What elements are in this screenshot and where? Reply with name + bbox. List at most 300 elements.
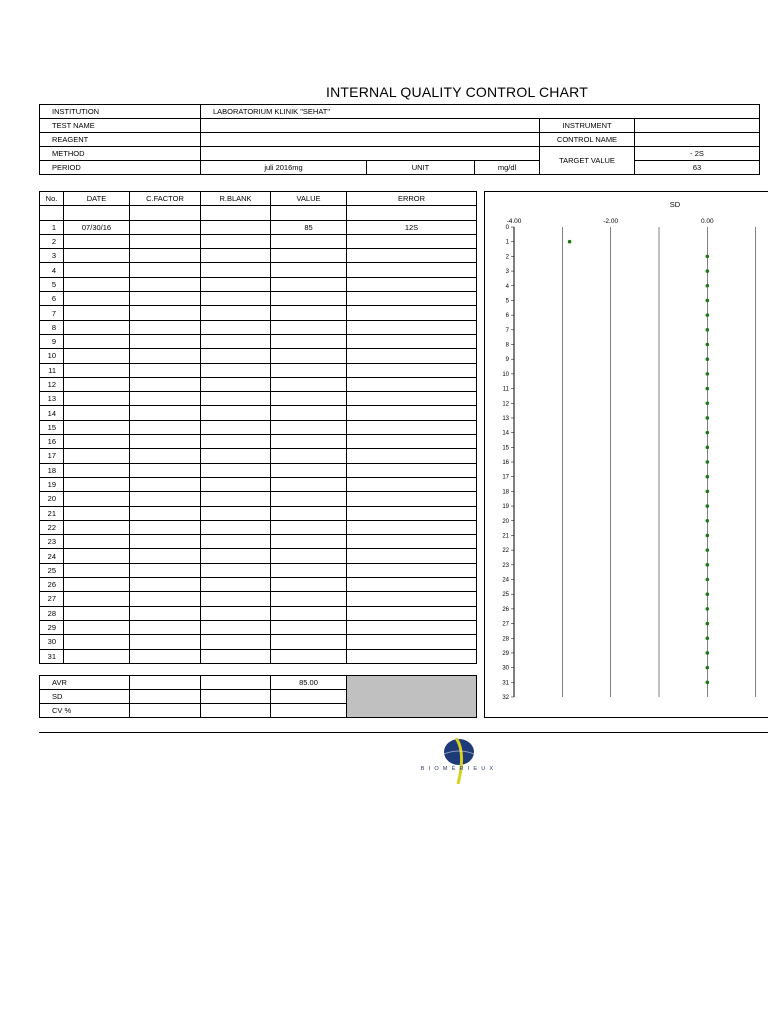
row-rblank bbox=[201, 563, 271, 577]
row-value bbox=[271, 649, 347, 663]
table-row bbox=[40, 377, 477, 391]
row-cfactor bbox=[130, 463, 201, 477]
y-tick-label: 23 bbox=[502, 562, 509, 569]
data-point bbox=[706, 431, 710, 435]
row-no: 18 bbox=[40, 463, 64, 477]
row-value bbox=[271, 506, 347, 520]
row-date bbox=[64, 492, 130, 506]
row-error bbox=[347, 349, 477, 363]
row-error bbox=[347, 292, 477, 306]
y-tick-label: 4 bbox=[505, 283, 509, 290]
row-no: 6 bbox=[40, 292, 64, 306]
row-cfactor bbox=[130, 292, 201, 306]
row-no: 9 bbox=[40, 334, 64, 348]
row-value bbox=[271, 435, 347, 449]
row-no: 4 bbox=[40, 263, 64, 277]
y-tick-label: 16 bbox=[502, 460, 509, 466]
table-row bbox=[40, 306, 477, 320]
row-no: 26 bbox=[40, 578, 64, 592]
col-error-header: ERROR bbox=[347, 192, 477, 206]
row-cfactor bbox=[130, 263, 201, 277]
y-tick-label: 12 bbox=[502, 401, 509, 408]
table-row bbox=[40, 606, 477, 620]
row-rblank bbox=[201, 392, 271, 406]
table-row bbox=[40, 563, 477, 577]
row-error bbox=[347, 263, 477, 277]
row-cfactor bbox=[130, 320, 201, 334]
header-info-table bbox=[39, 104, 760, 175]
y-tick-label: 24 bbox=[502, 577, 509, 584]
row-date bbox=[64, 606, 130, 620]
col-no-header: No. bbox=[40, 192, 64, 206]
row-cfactor bbox=[130, 649, 201, 663]
y-tick-label: 26 bbox=[502, 606, 509, 613]
table-row bbox=[40, 549, 477, 563]
row-value bbox=[271, 363, 347, 377]
row-cfactor bbox=[130, 449, 201, 463]
y-tick-label: 21 bbox=[502, 533, 509, 540]
row-value bbox=[271, 477, 347, 491]
row-date bbox=[64, 392, 130, 406]
y-tick-label: 32 bbox=[502, 695, 509, 701]
row-value bbox=[271, 492, 347, 506]
data-point bbox=[706, 622, 710, 626]
row-no: 7 bbox=[40, 306, 64, 320]
row-error bbox=[347, 649, 477, 663]
row-rblank bbox=[201, 463, 271, 477]
row-date bbox=[64, 435, 130, 449]
row-error bbox=[347, 377, 477, 391]
sd-chart-svg bbox=[485, 192, 768, 717]
row-error bbox=[347, 435, 477, 449]
row-rblank bbox=[201, 549, 271, 563]
row-value: 85 bbox=[271, 220, 347, 234]
y-tick-label: 5 bbox=[505, 298, 509, 305]
row-rblank bbox=[201, 249, 271, 263]
table-row bbox=[40, 277, 477, 291]
avr-label: AVR bbox=[40, 676, 130, 690]
row-no: 28 bbox=[40, 606, 64, 620]
col-cfactor-header: C.FACTOR bbox=[130, 192, 201, 206]
table-row bbox=[40, 463, 477, 477]
row-rblank bbox=[201, 263, 271, 277]
table-row bbox=[40, 520, 477, 534]
row-date bbox=[64, 420, 130, 434]
data-point bbox=[706, 284, 710, 288]
row-no: 27 bbox=[40, 592, 64, 606]
row-error bbox=[347, 277, 477, 291]
reagent-label: REAGENT bbox=[40, 133, 201, 147]
data-point bbox=[706, 446, 710, 450]
row-error bbox=[347, 249, 477, 263]
table-row bbox=[40, 620, 477, 634]
table-row bbox=[40, 234, 477, 248]
row-date: 07/30/16 bbox=[64, 220, 130, 234]
cv-label: CV % bbox=[40, 704, 130, 718]
row-error bbox=[347, 234, 477, 248]
row-date bbox=[64, 520, 130, 534]
row-rblank bbox=[201, 277, 271, 291]
row-cfactor bbox=[130, 492, 201, 506]
data-point bbox=[706, 328, 710, 332]
y-tick-label: 30 bbox=[502, 665, 509, 672]
row-rblank bbox=[201, 406, 271, 420]
row-rblank bbox=[201, 606, 271, 620]
row-rblank bbox=[201, 234, 271, 248]
data-point bbox=[706, 460, 710, 464]
logo-globe-icon bbox=[404, 738, 514, 784]
sd-chart bbox=[484, 191, 768, 718]
row-cfactor bbox=[130, 563, 201, 577]
data-point bbox=[706, 490, 710, 494]
row-value bbox=[271, 377, 347, 391]
data-point bbox=[706, 255, 710, 259]
row-value bbox=[271, 606, 347, 620]
row-date bbox=[64, 406, 130, 420]
table-row bbox=[40, 592, 477, 606]
row-no: 10 bbox=[40, 349, 64, 363]
row-rblank bbox=[201, 635, 271, 649]
row-value bbox=[271, 635, 347, 649]
target-value: 63 bbox=[635, 161, 760, 175]
row-cfactor bbox=[130, 406, 201, 420]
row-no: 12 bbox=[40, 377, 64, 391]
row-error bbox=[347, 606, 477, 620]
row-no: 19 bbox=[40, 477, 64, 491]
sd-value bbox=[271, 690, 347, 704]
row-value bbox=[271, 263, 347, 277]
row-error bbox=[347, 506, 477, 520]
data-point bbox=[706, 592, 710, 596]
row-rblank bbox=[201, 334, 271, 348]
row-date bbox=[64, 349, 130, 363]
row-date bbox=[64, 635, 130, 649]
data-point bbox=[706, 681, 710, 685]
table-row bbox=[40, 649, 477, 663]
control-name-value bbox=[635, 133, 760, 147]
col-rblank-header: R.BLANK bbox=[201, 192, 271, 206]
test-name-label: TEST NAME bbox=[40, 119, 201, 133]
row-no: 11 bbox=[40, 363, 64, 377]
row-no: 16 bbox=[40, 435, 64, 449]
data-point bbox=[706, 519, 710, 523]
row-no: 1 bbox=[40, 220, 64, 234]
y-tick-label: 6 bbox=[505, 313, 509, 320]
method-value bbox=[201, 147, 540, 161]
row-rblank bbox=[201, 435, 271, 449]
data-point bbox=[706, 651, 710, 655]
test-name-value bbox=[201, 119, 540, 133]
row-value bbox=[271, 549, 347, 563]
chart-title: SD bbox=[669, 200, 681, 209]
row-date bbox=[64, 620, 130, 634]
row-rblank bbox=[201, 492, 271, 506]
row-cfactor bbox=[130, 420, 201, 434]
data-point bbox=[706, 387, 710, 391]
row-rblank bbox=[201, 649, 271, 663]
instrument-value bbox=[635, 119, 760, 133]
row-error bbox=[347, 406, 477, 420]
row-date bbox=[64, 334, 130, 348]
row-cfactor bbox=[130, 220, 201, 234]
row-rblank bbox=[201, 449, 271, 463]
unit-value: mg/dl bbox=[475, 161, 540, 175]
y-tick-label: 11 bbox=[502, 386, 509, 393]
row-date bbox=[64, 535, 130, 549]
row-cfactor bbox=[130, 506, 201, 520]
data-point bbox=[706, 548, 710, 552]
data-point bbox=[706, 401, 710, 405]
data-point bbox=[706, 475, 710, 479]
row-date bbox=[64, 377, 130, 391]
y-tick-label: 1 bbox=[505, 239, 509, 246]
table-row bbox=[40, 349, 477, 363]
y-tick-label: 29 bbox=[502, 650, 509, 657]
y-tick-label: 28 bbox=[502, 636, 509, 643]
y-tick-label: 22 bbox=[502, 548, 509, 555]
data-point bbox=[706, 299, 710, 303]
row-cfactor bbox=[130, 549, 201, 563]
summary-table bbox=[39, 675, 477, 718]
row-error bbox=[347, 477, 477, 491]
row-error bbox=[347, 563, 477, 577]
data-point bbox=[568, 240, 572, 244]
table-row bbox=[40, 492, 477, 506]
row-rblank bbox=[201, 506, 271, 520]
x-tick-label: -2.00 bbox=[603, 218, 619, 225]
footer-divider bbox=[39, 732, 768, 733]
table-row bbox=[40, 220, 477, 234]
row-value bbox=[271, 463, 347, 477]
row-error bbox=[347, 320, 477, 334]
row-value bbox=[271, 449, 347, 463]
row-no: 3 bbox=[40, 249, 64, 263]
y-tick-label: 7 bbox=[505, 327, 509, 334]
row-error bbox=[347, 420, 477, 434]
x-tick-label: -4.00 bbox=[506, 218, 522, 225]
row-rblank bbox=[201, 292, 271, 306]
row-cfactor bbox=[130, 306, 201, 320]
y-tick-label: 31 bbox=[502, 680, 509, 687]
row-cfactor bbox=[130, 477, 201, 491]
control-name-label: CONTROL NAME bbox=[540, 133, 635, 147]
row-no: 22 bbox=[40, 520, 64, 534]
row-error bbox=[347, 620, 477, 634]
row-rblank bbox=[201, 477, 271, 491]
y-tick-label: 3 bbox=[505, 269, 509, 276]
row-value bbox=[271, 592, 347, 606]
row-error bbox=[347, 535, 477, 549]
row-no: 21 bbox=[40, 506, 64, 520]
table-row bbox=[40, 435, 477, 449]
row-no: 17 bbox=[40, 449, 64, 463]
row-rblank bbox=[201, 377, 271, 391]
row-date bbox=[64, 506, 130, 520]
row-no: 14 bbox=[40, 406, 64, 420]
y-tick-label: 25 bbox=[502, 592, 509, 599]
y-tick-label: 27 bbox=[502, 621, 509, 628]
table-row bbox=[40, 578, 477, 592]
row-value bbox=[271, 349, 347, 363]
y-tick-label: 13 bbox=[502, 415, 509, 422]
row-no: 31 bbox=[40, 649, 64, 663]
table-row bbox=[40, 249, 477, 263]
row-cfactor bbox=[130, 363, 201, 377]
row-rblank bbox=[201, 349, 271, 363]
row-value bbox=[271, 392, 347, 406]
target-value-label: TARGET VALUE bbox=[540, 147, 635, 175]
table-row bbox=[40, 449, 477, 463]
row-date bbox=[64, 592, 130, 606]
y-tick-label: 20 bbox=[502, 518, 509, 525]
row-no: 5 bbox=[40, 277, 64, 291]
data-point bbox=[706, 504, 710, 508]
summary-grey-block bbox=[347, 676, 477, 718]
institution-label: INSTITUTION bbox=[40, 105, 201, 119]
row-cfactor bbox=[130, 277, 201, 291]
y-tick-label: 18 bbox=[502, 489, 509, 496]
row-date bbox=[64, 578, 130, 592]
row-error bbox=[347, 549, 477, 563]
y-tick-label: 2 bbox=[505, 254, 509, 261]
table-row bbox=[40, 263, 477, 277]
table-row bbox=[40, 363, 477, 377]
row-rblank bbox=[201, 578, 271, 592]
row-date bbox=[64, 363, 130, 377]
blank-row bbox=[40, 206, 477, 220]
sd-label: SD bbox=[40, 690, 130, 704]
y-tick-label: 8 bbox=[505, 342, 509, 349]
row-rblank bbox=[201, 420, 271, 434]
y-tick-label: 0 bbox=[505, 225, 509, 231]
page-title: INTERNAL QUALITY CONTROL CHART bbox=[326, 84, 588, 100]
row-error bbox=[347, 392, 477, 406]
row-cfactor bbox=[130, 520, 201, 534]
row-value bbox=[271, 320, 347, 334]
row-no: 13 bbox=[40, 392, 64, 406]
data-point bbox=[706, 357, 710, 361]
row-cfactor bbox=[130, 349, 201, 363]
y-tick-label: 17 bbox=[502, 474, 509, 481]
table-row bbox=[40, 506, 477, 520]
data-point bbox=[706, 372, 710, 376]
logo-text: BIOMÉRIEUX bbox=[420, 766, 498, 772]
row-value bbox=[271, 620, 347, 634]
row-value bbox=[271, 406, 347, 420]
row-no: 30 bbox=[40, 635, 64, 649]
table-row bbox=[40, 635, 477, 649]
row-date bbox=[64, 463, 130, 477]
row-cfactor bbox=[130, 578, 201, 592]
row-cfactor bbox=[130, 334, 201, 348]
data-point bbox=[706, 343, 710, 347]
row-rblank bbox=[201, 220, 271, 234]
row-error bbox=[347, 334, 477, 348]
row-cfactor bbox=[130, 392, 201, 406]
row-cfactor bbox=[130, 435, 201, 449]
unit-label: UNIT bbox=[367, 161, 475, 175]
data-point bbox=[706, 269, 710, 273]
row-rblank bbox=[201, 620, 271, 634]
row-rblank bbox=[201, 320, 271, 334]
row-cfactor bbox=[130, 377, 201, 391]
row-value bbox=[271, 292, 347, 306]
row-no: 20 bbox=[40, 492, 64, 506]
row-error bbox=[347, 578, 477, 592]
row-date bbox=[64, 234, 130, 248]
row-cfactor bbox=[130, 249, 201, 263]
table-row bbox=[40, 320, 477, 334]
row-value bbox=[271, 563, 347, 577]
row-date bbox=[64, 649, 130, 663]
row-no: 8 bbox=[40, 320, 64, 334]
method-label: METHOD bbox=[40, 147, 201, 161]
biomerieux-logo bbox=[404, 738, 514, 784]
cv-value bbox=[271, 704, 347, 718]
period-label: PERIOD bbox=[40, 161, 201, 175]
row-cfactor bbox=[130, 635, 201, 649]
row-error bbox=[347, 635, 477, 649]
data-point bbox=[706, 607, 710, 611]
row-error bbox=[347, 520, 477, 534]
row-date bbox=[64, 249, 130, 263]
row-rblank bbox=[201, 535, 271, 549]
row-cfactor bbox=[130, 535, 201, 549]
row-value bbox=[271, 578, 347, 592]
row-error bbox=[347, 463, 477, 477]
row-value bbox=[271, 306, 347, 320]
avr-value: 85.00 bbox=[271, 676, 347, 690]
row-date bbox=[64, 320, 130, 334]
data-point bbox=[706, 534, 710, 538]
row-date bbox=[64, 563, 130, 577]
table-row bbox=[40, 535, 477, 549]
row-rblank bbox=[201, 520, 271, 534]
row-value bbox=[271, 334, 347, 348]
data-point bbox=[706, 578, 710, 582]
row-error bbox=[347, 306, 477, 320]
data-point bbox=[706, 313, 710, 317]
row-no: 15 bbox=[40, 420, 64, 434]
row-no: 2 bbox=[40, 234, 64, 248]
col-value-header: VALUE bbox=[271, 192, 347, 206]
instrument-label: INSTRUMENT bbox=[540, 119, 635, 133]
row-date bbox=[64, 477, 130, 491]
row-error: 12S bbox=[347, 220, 477, 234]
reagent-value bbox=[201, 133, 540, 147]
y-tick-label: 14 bbox=[502, 430, 509, 437]
row-date bbox=[64, 306, 130, 320]
row-cfactor bbox=[130, 606, 201, 620]
row-error bbox=[347, 592, 477, 606]
row-value bbox=[271, 249, 347, 263]
table-row bbox=[40, 392, 477, 406]
col-date-header: DATE bbox=[64, 192, 130, 206]
data-point bbox=[706, 416, 710, 420]
table-row bbox=[40, 406, 477, 420]
row-value bbox=[271, 420, 347, 434]
table-row bbox=[40, 420, 477, 434]
row-date bbox=[64, 263, 130, 277]
row-cfactor bbox=[130, 234, 201, 248]
row-value bbox=[271, 234, 347, 248]
data-point bbox=[706, 666, 710, 670]
row-value bbox=[271, 535, 347, 549]
y-tick-label: 9 bbox=[505, 357, 509, 364]
qc-data-table bbox=[39, 191, 477, 664]
institution-value: LABORATORIUM KLINIK "SEHAT" bbox=[201, 105, 760, 119]
row-date bbox=[64, 549, 130, 563]
